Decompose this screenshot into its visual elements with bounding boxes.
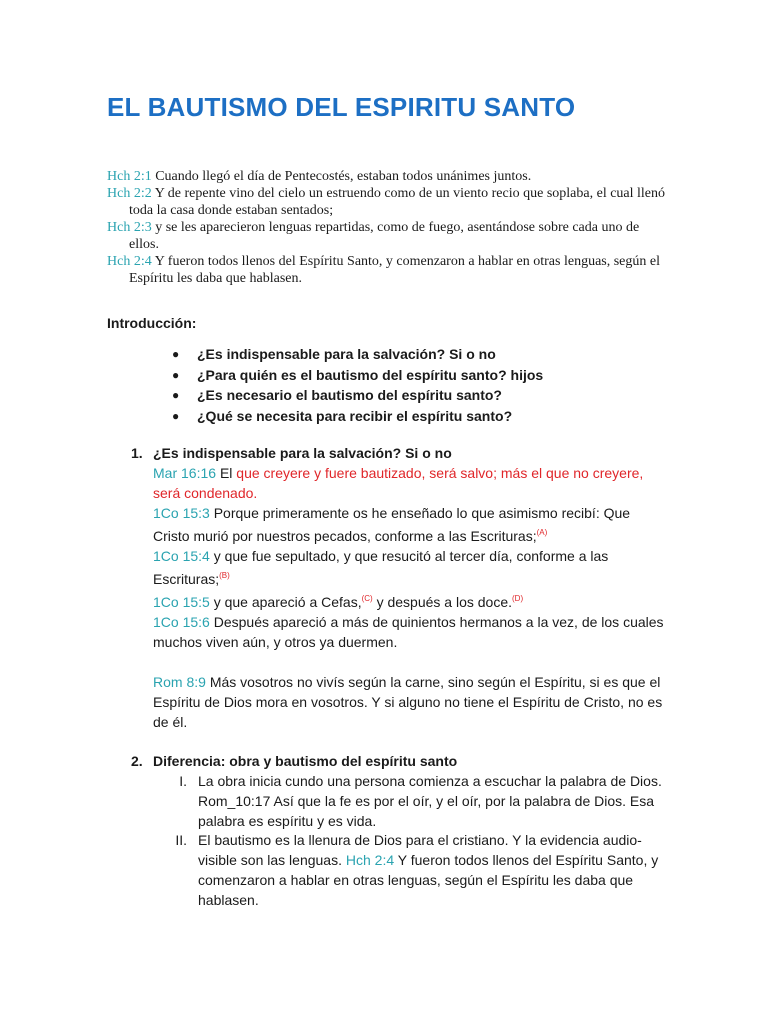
roman-item-text (198, 830, 668, 910)
section-number: 1. (131, 445, 143, 461)
intro-bullet-list (172, 344, 543, 426)
bullet-icon: ● (172, 408, 180, 423)
verse-reference[interactable]: 1Co 15:3 (153, 505, 210, 521)
list-item (172, 344, 543, 365)
verse-reference[interactable]: Rom 8:9 (153, 674, 206, 690)
intro-heading: Introducción: (107, 315, 197, 331)
verse-hch-2-4 (107, 253, 667, 287)
verse-text: Más vosotros no vivís según la carne, sino según el Espíritu, si es que el Espíritu de Dios mora en vosotros. Y si alguno no tiene el Espíritu de Cristo, no es de él. (153, 674, 663, 730)
verse-text: y se les aparecieron lenguas repartidas, como de fuego, asentándose sobre cada uno de ellos. (129, 220, 640, 252)
list-item-text: ¿Para quién es el bautismo del espíritu santo? hijos (197, 366, 544, 383)
roman-numeral: I. (179, 773, 187, 789)
highlighted-verse-text: que creyere y fuere bautizado, será salvo; más el que no creyere, será condenado. (153, 465, 644, 501)
list-item-text: ¿Qué se necesita para recibir el espíritu santo? (197, 407, 513, 424)
verse-1co-15-5 (153, 589, 668, 612)
item-text: El bautismo es la llenura de Dios para el cristiano. Y la evidencia audio-visible son las lenguas. (198, 832, 642, 868)
section-2 (131, 751, 671, 911)
verse-1co-15-3 (153, 503, 668, 546)
footnote-marker[interactable]: (D) (512, 594, 524, 603)
verse-rom-8-9 (153, 672, 668, 732)
verse-reference[interactable]: Hch 2:4 (345, 852, 395, 868)
list-item (172, 365, 543, 386)
bullet-icon: ● (172, 388, 180, 402)
verse-reference[interactable]: 1Co 15:5 (153, 594, 210, 610)
list-item-text: ¿Es necesario el bautismo del espíritu santo? (197, 387, 502, 403)
verse-text: Y fueron todos llenos del Espíritu Santo, y comenzaron a hablar en otras lenguas, según el Espíritu les daba que hablasen. (129, 254, 660, 286)
verse-reference[interactable]: 1Co 15:6 (153, 614, 210, 630)
verse-reference[interactable]: Hch 2:4 (107, 254, 152, 269)
section-body (153, 463, 668, 732)
roman-numeral: II. (175, 832, 187, 848)
verse-reference[interactable]: Hch 2:1 (107, 169, 152, 184)
list-item (172, 406, 543, 427)
verse-reference[interactable]: Hch 2:2 (107, 186, 152, 201)
verse-text: Y de repente vino del cielo un estruendo como de un viento recio que soplaba, el cual llenó toda la casa donde estaban sentados; (129, 186, 666, 218)
verse-text: Porque primeramente os he enseñado lo que asimismo recibí: Que Cristo murió por nuestros pecados, conforme a las Escrituras; (153, 505, 631, 544)
verse-text: y que apareció a Cefas, (213, 594, 362, 610)
list-item (172, 385, 543, 406)
spacer (153, 652, 668, 672)
verse-hch-2-1 (107, 168, 667, 185)
verse-lead: El (219, 465, 233, 481)
section-number: 2. (131, 753, 143, 769)
bullet-icon: ● (172, 347, 180, 361)
intro-verses (107, 168, 667, 287)
verse-reference[interactable]: Mar 16:16 (153, 465, 217, 481)
footnote-marker[interactable]: (A) (536, 528, 548, 537)
verse-text: Cuando llegó el día de Pentecostés, estaban todos unánimes juntos. (155, 169, 532, 184)
footnote-marker[interactable]: (B) (219, 571, 230, 580)
section-heading: ¿Es indispensable para la salvación? Si o no (153, 445, 452, 461)
section-heading: Diferencia: obra y bautismo del espíritu santo (153, 753, 458, 769)
section-1 (131, 443, 671, 730)
document-title: EL BAUTISMO DEL ESPIRITU SANTO (107, 92, 576, 122)
list-item-text: ¿Es indispensable para la salvación? Si o no (197, 346, 496, 362)
footnote-marker[interactable]: (C) (361, 594, 373, 603)
verse-text: y después a los doce. (376, 594, 513, 610)
verse-reference[interactable]: Hch 2:3 (107, 220, 152, 235)
verse-hch-2-2 (107, 185, 667, 219)
roman-item-text: La obra inicia cundo una persona comienza a escuchar la palabra de Dios. Rom_10:17 Así que la fe es por el oír, y el oír, por la palabra de Dios. Esa palabra es espíritu y es vida. (198, 773, 662, 829)
item-text: Y fueron todos llenos del Espíritu Santo, y comenzaron a hablar en otras lenguas, según el Espíritu les daba que hablasen. (198, 852, 659, 908)
verse-1co-15-6 (153, 612, 668, 652)
verse-text: y que fue sepultado, y que resucitó al tercer día, conforme a las Escrituras; (153, 548, 609, 587)
verse-reference[interactable]: 1Co 15:4 (153, 548, 210, 564)
verse-text: Después apareció a más de quinientos hermanos a la vez, de los cuales muchos viven aún, y otros ya duermen. (153, 614, 664, 650)
verse-1co-15-4 (153, 546, 668, 589)
verse-hch-2-3 (107, 219, 667, 253)
bullet-icon: ● (172, 367, 180, 382)
verse-mar-16-16 (153, 463, 668, 503)
